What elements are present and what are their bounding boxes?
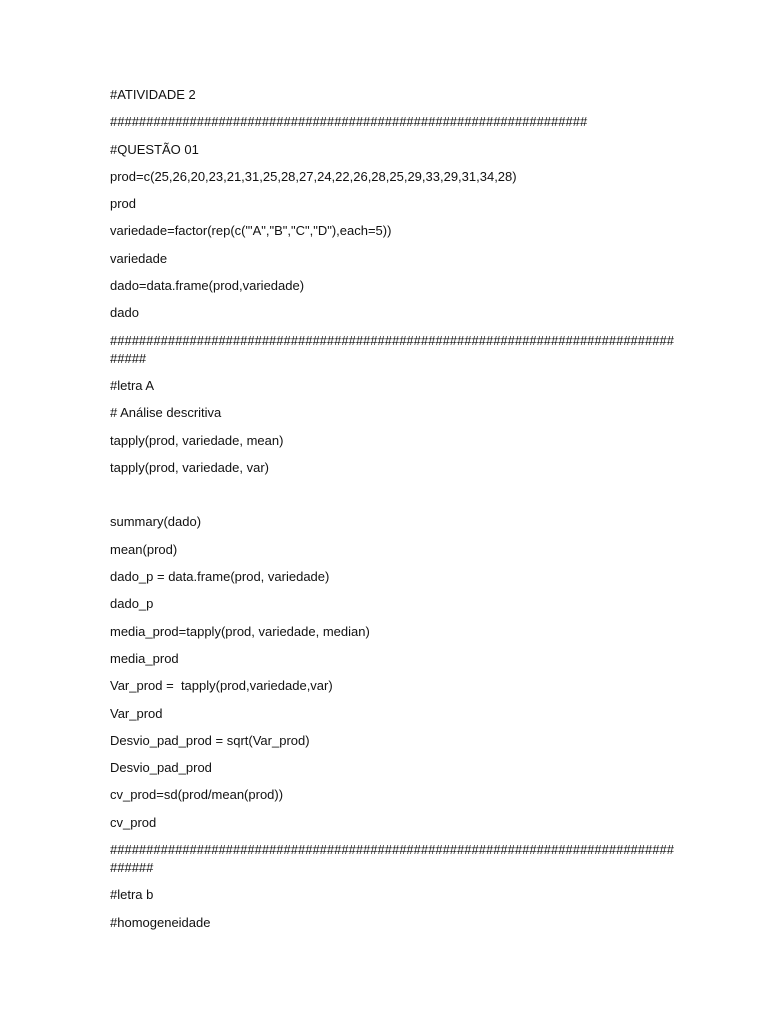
doc-blank-line	[110, 486, 670, 513]
doc-line: ##############################################################################	[110, 842, 674, 858]
doc-line: #####	[110, 350, 147, 366]
doc-line: dado_p = data.frame(prod, variedade)	[110, 569, 330, 585]
doc-line: Var_prod	[110, 705, 163, 721]
doc-line: #QUESTÃO 01	[110, 141, 199, 157]
document-page	[110, 86, 674, 941]
doc-line: #ATIVIDADE 2	[110, 87, 196, 102]
doc-line: mean(prod)	[110, 541, 178, 557]
doc-line: dado_p	[110, 596, 154, 612]
doc-line: #letra A	[110, 377, 155, 393]
doc-line: Desvio_pad_prod	[110, 760, 212, 776]
doc-line: prod	[110, 196, 137, 212]
doc-line: #letra b	[110, 887, 154, 903]
doc-line: variedade	[110, 250, 168, 266]
doc-line: cv_prod	[110, 814, 157, 830]
doc-line: ######	[110, 860, 154, 876]
doc-line: cv_prod=sd(prod/mean(prod))	[110, 787, 284, 803]
doc-line: tapply(prod, variedade, var)	[110, 459, 269, 475]
doc-line: media_prod	[110, 650, 179, 666]
doc-line: dado	[110, 305, 139, 321]
doc-line: ##################################################################	[110, 114, 588, 130]
doc-line: prod=c(25,26,20,23,21,31,25,28,27,24,22,26,28,25,29,33,29,31,34,28)	[110, 168, 517, 184]
doc-line: tapply(prod, variedade, mean)	[110, 432, 284, 448]
doc-line: media_prod=tapply(prod, variedade, median)	[110, 623, 370, 639]
doc-line: variedade=factor(rep(c("'A","B","C","D"),each=5))	[110, 223, 392, 239]
doc-line: ##############################################################################	[110, 332, 674, 348]
doc-line: dado=data.frame(prod,variedade)	[110, 278, 305, 294]
doc-line: Var_prod = tapply(prod,variedade,var)	[110, 678, 333, 694]
doc-line: #homogeneidade	[110, 914, 211, 930]
doc-line: summary(dado)	[110, 514, 202, 530]
doc-line: Desvio_pad_prod = sqrt(Var_prod)	[110, 732, 310, 748]
doc-line: # Análise descritiva	[110, 405, 222, 421]
